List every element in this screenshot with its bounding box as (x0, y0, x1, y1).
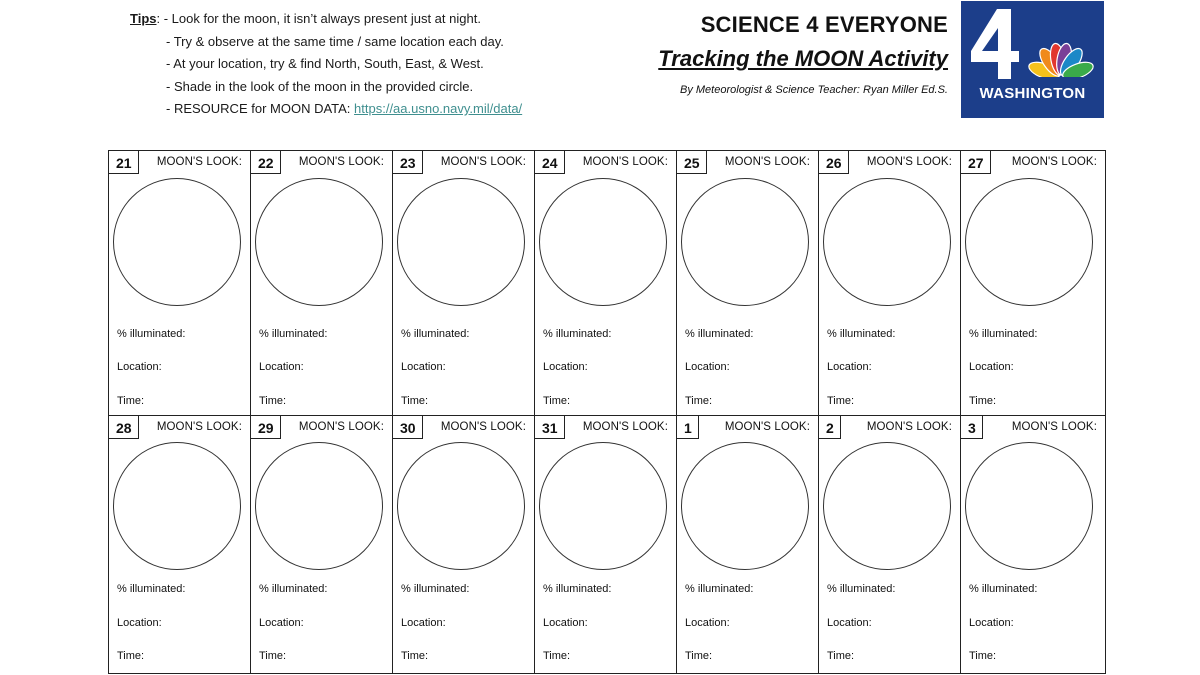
illuminated-label: % illuminated: (117, 583, 186, 595)
day-number: 29 (251, 416, 281, 439)
day-number: 27 (961, 151, 991, 174)
time-label: Time: (827, 395, 855, 407)
location-label: Location: (543, 617, 588, 629)
day-cell (961, 151, 1105, 416)
illuminated-label: % illuminated: (827, 328, 896, 340)
location-label: Location: (117, 361, 162, 373)
illuminated-label: % illuminated: (401, 328, 470, 340)
illuminated-label: % illuminated: (969, 328, 1038, 340)
moon-drawing-circle[interactable] (823, 178, 951, 306)
moons-look-label: MOON'S LOOK: (298, 421, 384, 433)
tips-resource-line: - RESOURCE for MOON DATA: https://aa.usno.navy.mil/data/ (166, 101, 523, 116)
location-label: Location: (685, 361, 730, 373)
logo-text: WASHINGTON (979, 85, 1086, 102)
day-number: 23 (393, 151, 423, 174)
day-number: 21 (109, 151, 139, 174)
time-label: Time: (259, 650, 287, 662)
moon-drawing-circle[interactable] (397, 442, 525, 570)
moon-drawing-circle[interactable] (539, 442, 667, 570)
tips-line-1: Tips: - Look for the moon, it isn’t always present just at night. (130, 11, 481, 26)
day-cell (109, 416, 251, 673)
time-label: Time: (969, 650, 997, 662)
illuminated-label: % illuminated: (543, 583, 612, 595)
time-label: Time: (685, 395, 713, 407)
day-number: 31 (535, 416, 565, 439)
time-label: Time: (117, 650, 145, 662)
day-cell (677, 416, 819, 673)
moons-look-label: MOON'S LOOK: (440, 156, 526, 168)
moon-drawing-circle[interactable] (397, 178, 525, 306)
day-number: 24 (535, 151, 565, 174)
day-cell (819, 151, 961, 416)
tips-line-4: - Shade in the look of the moon in the provided circle. (166, 78, 474, 94)
moons-look-label: MOON'S LOOK: (298, 156, 384, 168)
day-cell (393, 151, 535, 416)
illuminated-label: % illuminated: (401, 583, 470, 595)
moon-drawing-circle[interactable] (113, 442, 241, 570)
time-label: Time: (117, 395, 145, 407)
day-cell (109, 151, 251, 416)
location-label: Location: (401, 617, 446, 629)
moon-tracking-grid (108, 150, 1106, 674)
tips-label: Tips (130, 11, 157, 26)
time-label: Time: (259, 395, 287, 407)
day-cell (535, 151, 677, 416)
moons-look-label: MOON'S LOOK: (582, 421, 668, 433)
location-label: Location: (401, 361, 446, 373)
day-number: 2 (819, 416, 841, 439)
illuminated-label: % illuminated: (543, 328, 612, 340)
day-number: 3 (961, 416, 983, 439)
moon-drawing-circle[interactable] (965, 442, 1093, 570)
location-label: Location: (827, 361, 872, 373)
moon-drawing-circle[interactable] (965, 178, 1093, 306)
station-logo (961, 1, 1104, 118)
day-cell (819, 416, 961, 673)
time-label: Time: (543, 650, 571, 662)
time-label: Time: (969, 395, 997, 407)
tips-line-3: - At your location, try & find North, South, East, & West. (166, 56, 484, 71)
time-label: Time: (401, 650, 429, 662)
day-number: 25 (677, 151, 707, 174)
moon-drawing-circle[interactable] (823, 442, 951, 570)
day-cell (677, 151, 819, 416)
moons-look-label: MOON'S LOOK: (156, 156, 242, 168)
page-title: SCIENCE 4 EVERYONE (700, 12, 948, 37)
location-label: Location: (117, 617, 162, 629)
day-cell (251, 151, 393, 416)
time-label: Time: (685, 650, 713, 662)
illuminated-label: % illuminated: (117, 328, 186, 340)
day-number: 28 (109, 416, 139, 439)
day-number: 30 (393, 416, 423, 439)
moons-look-label: MOON'S LOOK: (1011, 156, 1097, 168)
location-label: Location: (969, 361, 1014, 373)
day-number: 1 (677, 416, 699, 439)
moon-drawing-circle[interactable] (539, 178, 667, 306)
moons-look-label: MOON'S LOOK: (866, 421, 952, 433)
illuminated-label: % illuminated: (827, 583, 896, 595)
byline: By Meteorologist & Science Teacher: Ryan Miller Ed.S. (680, 84, 948, 96)
worksheet-heading (658, 10, 948, 100)
moon-drawing-circle[interactable] (113, 178, 241, 306)
day-number: 22 (251, 151, 281, 174)
tips-line-2: - Try & observe at the same time / same location each day. (166, 33, 504, 49)
day-cell (251, 416, 393, 673)
moons-look-label: MOON'S LOOK: (1011, 421, 1097, 433)
illuminated-label: % illuminated: (685, 583, 754, 595)
moons-look-label: MOON'S LOOK: (724, 156, 810, 168)
moons-look-label: MOON'S LOOK: (582, 156, 668, 168)
moon-data-link[interactable]: https://aa.usno.navy.mil/data/ (354, 101, 523, 116)
location-label: Location: (685, 617, 730, 629)
moon-drawing-circle[interactable] (255, 178, 383, 306)
illuminated-label: % illuminated: (685, 328, 754, 340)
day-number: 26 (819, 151, 849, 174)
location-label: Location: (969, 617, 1014, 629)
time-label: Time: (543, 395, 571, 407)
day-cell (393, 416, 535, 673)
moon-drawing-circle[interactable] (681, 442, 809, 570)
illuminated-label: % illuminated: (969, 583, 1038, 595)
time-label: Time: (401, 395, 429, 407)
illuminated-label: % illuminated: (259, 583, 328, 595)
moons-look-label: MOON'S LOOK: (440, 421, 526, 433)
moon-drawing-circle[interactable] (255, 442, 383, 570)
day-cell (535, 416, 677, 673)
location-label: Location: (259, 361, 304, 373)
moons-look-label: MOON'S LOOK: (866, 156, 952, 168)
moons-look-label: MOON'S LOOK: (156, 421, 242, 433)
illuminated-label: % illuminated: (259, 328, 328, 340)
location-label: Location: (543, 361, 588, 373)
moons-look-label: MOON'S LOOK: (724, 421, 810, 433)
location-label: Location: (259, 617, 304, 629)
page-subtitle: Tracking the MOON Activity (658, 46, 948, 71)
time-label: Time: (827, 650, 855, 662)
location-label: Location: (827, 617, 872, 629)
tips-block (130, 8, 522, 121)
moon-drawing-circle[interactable] (681, 178, 809, 306)
day-cell (961, 416, 1105, 673)
